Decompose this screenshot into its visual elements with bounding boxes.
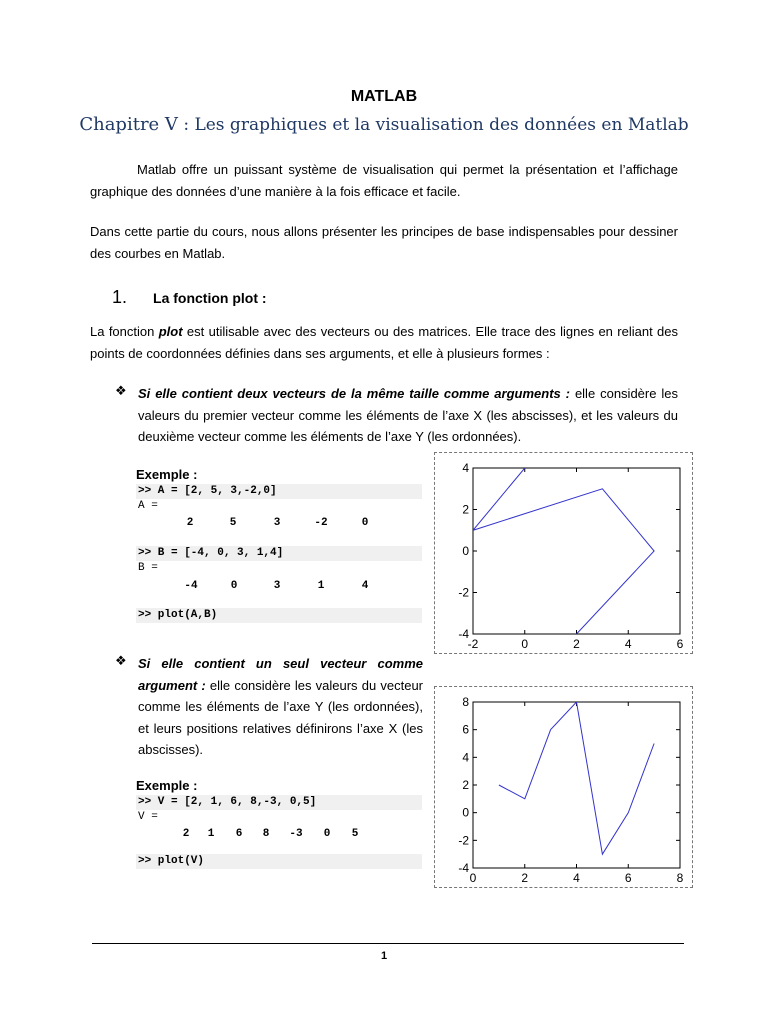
value: 0	[361, 517, 369, 529]
example-1-block	[136, 467, 422, 623]
x-tick-label: 0	[469, 871, 477, 885]
value: -3	[289, 828, 303, 840]
section-heading	[112, 287, 267, 308]
y-tick-label: 4	[462, 750, 469, 765]
x-tick-label: 6	[676, 637, 684, 651]
section-text-before: La fonction	[90, 324, 159, 339]
bullet-1-lead: Si elle contient deux vecteurs de la même taille comme arguments :	[138, 386, 571, 401]
y-tick-label: 2	[462, 778, 469, 792]
plot-2-axes-box	[473, 702, 680, 868]
value: 5	[229, 517, 237, 529]
code-command-v: >> V = [2, 1, 6, 8,-3, 0,5]	[136, 795, 422, 810]
value: 1	[207, 828, 215, 840]
y-tick-label: -4	[458, 627, 469, 641]
x-tick-label: 6	[624, 871, 632, 885]
code-output-a-values	[176, 517, 422, 529]
y-tick-label: 2	[462, 502, 469, 517]
plot-1-data-line	[473, 468, 654, 634]
code-command-plot-v: >> plot(V)	[136, 854, 422, 869]
y-tick-label: -4	[458, 861, 469, 875]
footer-divider	[92, 943, 684, 944]
page-number: 1	[380, 950, 388, 962]
x-tick-label: 4	[573, 871, 580, 885]
y-tick-label: 8	[462, 695, 469, 709]
value: 2	[186, 517, 194, 529]
section-title: La fonction plot :	[153, 290, 267, 306]
value: 5	[351, 828, 359, 840]
value: 0	[323, 828, 331, 840]
chapter-subject: : Les graphiques et la visualisation des données en Matlab	[177, 115, 689, 135]
value: 6	[235, 828, 243, 840]
x-tick-label: 2	[573, 637, 580, 651]
value: 1	[317, 580, 325, 592]
bullet-1-text	[138, 383, 678, 448]
value: 8	[262, 828, 270, 840]
y-tick-label: 6	[462, 722, 469, 737]
code-command-b: >> B = [-4, 0, 3, 1,4]	[136, 546, 422, 561]
intro-paragraph-2: Dans cette partie du cours, nous allons présenter les principes de base indispensables pour dessiner des courbes en Matlab.	[90, 224, 678, 261]
y-tick-label: -2	[458, 585, 469, 600]
value: 4	[361, 580, 369, 592]
value: 2	[182, 828, 190, 840]
y-tick-label: 0	[462, 805, 469, 820]
plot-keyword: plot	[158, 324, 183, 339]
plot-2-frame	[434, 686, 693, 888]
code-command-a: >> A = [2, 5, 3,-2,0]	[136, 484, 422, 499]
bullet-1-body: elle considère les valeurs du premier vecteur comme les éléments de l’axe X (les abscisses), et les valeurs du deuxième vecteur comme les éléments de l’axe Y (les ordonnées).	[138, 386, 679, 444]
example-2-block	[136, 778, 422, 869]
code-output-v-label: V =	[138, 811, 158, 823]
code-output-a-label: A =	[138, 500, 158, 512]
intro-paragraph-1: Matlab offre un puissant système de visualisation qui permet la présentation et l’affichage graphique des données d’une manière à la fois efficace et facile.	[90, 162, 678, 199]
code-output-b-label: B =	[138, 562, 158, 574]
plot-2-chart	[435, 687, 692, 887]
value: -2	[314, 517, 328, 529]
bullet-2-lead: Si elle contient un seul vecteur comme argument :	[138, 656, 423, 693]
x-tick-label: 4	[624, 637, 632, 651]
example-2-label: Exemple :	[136, 778, 198, 793]
bullet-2-text	[138, 653, 423, 761]
document-title: MATLAB	[350, 88, 418, 105]
section-text-after: est utilisable avec des vecteurs ou des matrices. Elle trace des lignes en reliant des points de coordonnées définies dans ses arguments, et elle à plusieurs formes :	[90, 324, 679, 361]
section-number: 1.	[112, 287, 128, 307]
x-tick-label: 0	[521, 637, 529, 651]
bullet-diamond-icon: ❖	[115, 653, 127, 668]
y-tick-label: 0	[462, 544, 469, 558]
chapter-number: Chapitre V	[79, 114, 178, 135]
x-tick-label: -2	[467, 637, 479, 651]
section-paragraph	[90, 321, 678, 364]
bullet-2-body: elle considère les valeurs du vecteur comme les éléments de l’axe Y (les ordonnées), et leurs positions relatives définirons l’axe X (les abscisses).	[138, 677, 423, 757]
plot-2-data-line	[499, 702, 654, 854]
x-tick-label: 8	[676, 871, 684, 885]
value: 3	[273, 580, 281, 592]
value: -4	[184, 580, 198, 592]
y-tick-label: -2	[458, 833, 469, 848]
plot-1-chart	[435, 453, 692, 653]
example-1-label: Exemple :	[136, 467, 198, 482]
plot-1-frame	[434, 452, 693, 654]
x-tick-label: 2	[521, 871, 529, 885]
y-tick-label: 4	[462, 461, 469, 475]
value: 0	[230, 580, 238, 592]
chapter-title	[0, 114, 768, 135]
code-output-v-values	[176, 828, 422, 840]
value: 3	[273, 517, 281, 529]
bullet-diamond-icon: ❖	[115, 383, 127, 398]
code-command-plot-ab: >> plot(A,B)	[136, 608, 422, 623]
code-output-b-values	[176, 580, 422, 592]
